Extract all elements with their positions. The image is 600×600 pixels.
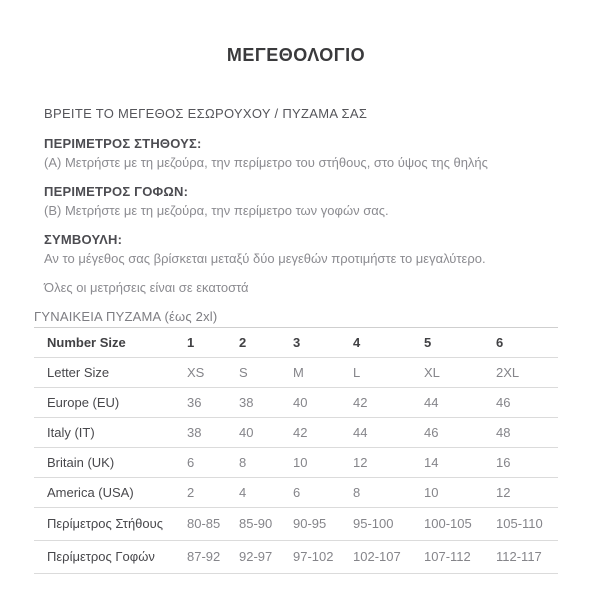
table-cell: 8	[226, 448, 280, 478]
size-chart-table	[34, 327, 558, 574]
table-cell: 10	[411, 478, 483, 508]
table-cell: 90-95	[280, 508, 340, 541]
table-cell: 12	[340, 448, 411, 478]
table-cell: 38	[174, 418, 226, 448]
table-cell: 14	[411, 448, 483, 478]
section-heading: ΠΕΡΙΜΕΤΡΟΣ ΣΤΗΘΟΥΣ:	[44, 136, 202, 151]
section-hip-perimeter	[44, 184, 558, 219]
row-label: Περίμετρος Γοφών	[34, 541, 174, 574]
header-cell: 5	[411, 328, 483, 358]
table-cell: 100-105	[411, 508, 483, 541]
table-row-europe	[34, 388, 558, 418]
section-heading: ΣΥΜΒΟΥΛΗ:	[44, 232, 123, 247]
measurement-instructions	[44, 136, 558, 267]
table-cell: 46	[483, 388, 558, 418]
row-label: Περίμετρος Στήθους	[34, 508, 174, 541]
table-cell: 8	[340, 478, 411, 508]
table-cell: M	[280, 358, 340, 388]
page-title: ΜΕΓΕΘΟΛΟΓΙΟ	[226, 45, 366, 65]
row-label: Letter Size	[34, 358, 174, 388]
table-cell: 95-100	[340, 508, 411, 541]
table-cell: 87-92	[174, 541, 226, 574]
table-cell: L	[340, 358, 411, 388]
section-body: (B) Μετρήστε με τη μεζούρα, την περίμετρο των γοφών σας.	[44, 203, 389, 218]
table-cell: 40	[280, 388, 340, 418]
table-row-letter-size	[34, 358, 558, 388]
header-cell: 2	[226, 328, 280, 358]
header-cell: 3	[280, 328, 340, 358]
table-row-italy	[34, 418, 558, 448]
row-label: America (USA)	[34, 478, 174, 508]
table-cell: 102-107	[340, 541, 411, 574]
units-note: Όλες οι μετρήσεις είναι σε εκατοστά	[44, 280, 249, 295]
table-cell: 80-85	[174, 508, 226, 541]
section-body: Αν το μέγεθος σας βρίσκεται μεταξύ δύο μεγεθών προτιμήστε το μεγαλύτερο.	[44, 251, 486, 266]
table-cell: XL	[411, 358, 483, 388]
table-cell: 92-97	[226, 541, 280, 574]
table-cell: 6	[280, 478, 340, 508]
table-cell: 4	[226, 478, 280, 508]
header-label: Number Size	[34, 328, 174, 358]
section-heading: ΠΕΡΙΜΕΤΡΟΣ ΓΟΦΩΝ:	[44, 184, 189, 199]
table-row-america	[34, 478, 558, 508]
row-label: Britain (UK)	[34, 448, 174, 478]
table-cell: 44	[340, 418, 411, 448]
table-cell: 42	[340, 388, 411, 418]
table-cell: XS	[174, 358, 226, 388]
table-cell: 42	[280, 418, 340, 448]
find-your-size-subtitle: ΒΡΕΙΤΕ ΤΟ ΜΕΓΕΘΟΣ ΕΣΩΡΟΥΧΟΥ / ΠΥΖΑΜΑ ΣΑΣ	[44, 106, 368, 121]
row-label: Europe (EU)	[34, 388, 174, 418]
header-cell: 1	[174, 328, 226, 358]
header-cell: 4	[340, 328, 411, 358]
table-cell: 2XL	[483, 358, 558, 388]
table-row-hip-perimeter	[34, 541, 558, 574]
table-cell: 40	[226, 418, 280, 448]
table-cell: 48	[483, 418, 558, 448]
section-chest-perimeter	[44, 136, 558, 171]
table-cell: S	[226, 358, 280, 388]
table-cell: 36	[174, 388, 226, 418]
table-row-chest-perimeter	[34, 508, 558, 541]
header-cell: 6	[483, 328, 558, 358]
row-label: Italy (IT)	[34, 418, 174, 448]
table-row-britain	[34, 448, 558, 478]
table-cell: 2	[174, 478, 226, 508]
table-caption-womens-pyjamas: ΓΥΝΑΙΚΕΙΑ ΠΥΖΑΜΑ (έως 2xl)	[34, 309, 218, 324]
table-cell: 46	[411, 418, 483, 448]
table-cell: 107-112	[411, 541, 483, 574]
section-advice	[44, 232, 558, 267]
table-cell: 112-117	[483, 541, 558, 574]
table-header-row	[34, 328, 558, 358]
table-cell: 85-90	[226, 508, 280, 541]
table-cell: 38	[226, 388, 280, 418]
section-body: (A) Μετρήστε με τη μεζούρα, την περίμετρο του στήθους, στο ύψος της θηλής	[44, 155, 488, 170]
table-cell: 12	[483, 478, 558, 508]
table-cell: 97-102	[280, 541, 340, 574]
table-cell: 6	[174, 448, 226, 478]
table-cell: 16	[483, 448, 558, 478]
table-cell: 105-110	[483, 508, 558, 541]
table-cell: 10	[280, 448, 340, 478]
table-cell: 44	[411, 388, 483, 418]
